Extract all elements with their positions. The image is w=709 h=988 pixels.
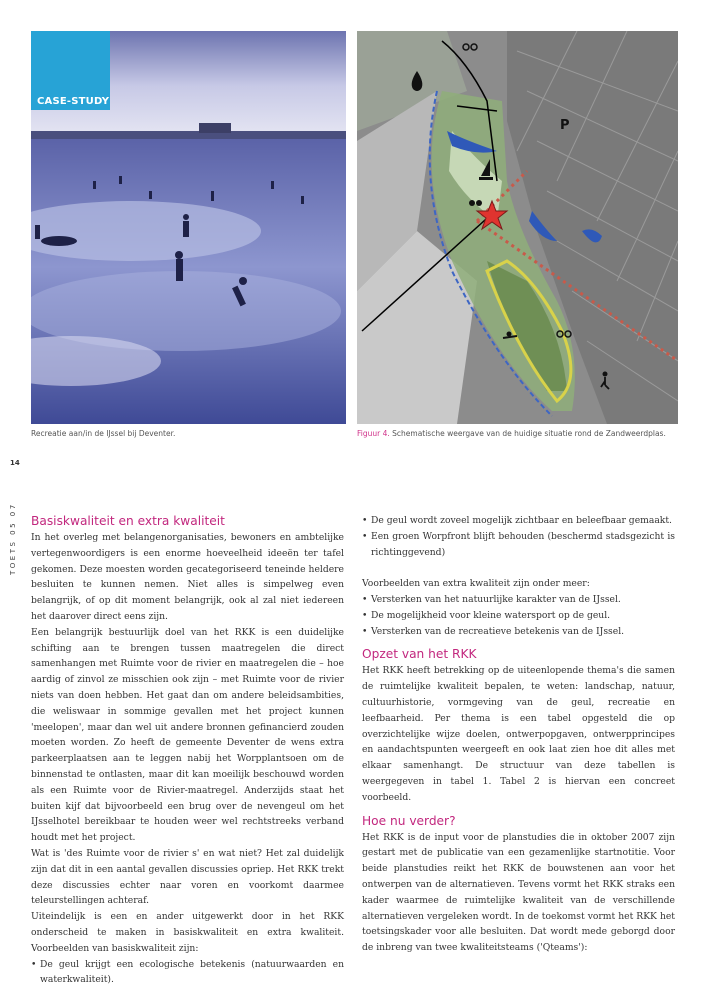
left-column — [31, 513, 344, 988]
parking-icon: P — [560, 118, 570, 133]
paragraph: Wat is 'des Ruimte voor de rivier s' en wat niet? Het zal duidelijk zijn dat dit in een aantal gevallen discussies opriep. Het RKK trekt deze discussies echter naar voren en voorkomt daarmee teleurstellingen achteraf. — [31, 847, 344, 907]
case-study-tag — [31, 31, 110, 110]
figure-label: Figuur 4. — [357, 429, 390, 438]
running-side-label: TOETS 05 07 — [9, 502, 17, 575]
heading-opzet: Opzet van het RKK — [362, 647, 477, 662]
page-number: 14 — [10, 459, 20, 467]
heading-hoe-nu-verder: Hoe nu verder? — [362, 813, 456, 828]
bullet-list — [362, 592, 675, 639]
right-column — [362, 513, 675, 956]
list-item: • Een groen Worpfront blijft behouden (beschermd stadsgezicht is richtinggevend) — [362, 529, 675, 561]
list-item: • Versterken van het natuurlijke karakter van de IJssel. — [362, 592, 675, 608]
case-study-label: CASE-STUDY — [37, 96, 110, 107]
situation-map — [357, 31, 678, 424]
list-item: • De mogelijkheid voor kleine watersport op de geul. — [362, 608, 675, 624]
list-item: • Versterken van de recreatieve betekenis van de IJssel. — [362, 624, 675, 640]
paragraph: Het RKK is de input voor de planstudies die in oktober 2007 zijn gestart met de publicatie van een gezamenlijke startnotitie. Voor beide planstudies reikt het RKK de bouwstenen aan voor het ontwerpen van de alternatieven. Tevens vormt het RKK straks een kader waarmee de ruimtelijke kwaliteit van de verschillende alternatieven vergeleken wordt. In de toekomst vormt het RKK het toetsingskader voor alle besluiten. Dat wordt mede geborgd door de inbreng van twee kwaliteitsteams ('Qteams'): — [362, 831, 675, 954]
bullet-list — [362, 513, 675, 560]
paragraph: In het overleg met belangenorganisaties, bewoners en ambtelijke vertegenwoordigers is een enorme hoeveelheid ideeën ter tafel gekomen. Deze moesten worden gecategoriseerd teneinde heldere besluiten te kunnen nemen. Niet alles is simpelweg even belangrijk, of op dit moment belangrijk, ook al zal niet iedereen het daarover direct eens zijn. — [31, 532, 344, 622]
list-item: • De geul wordt zoveel mogelijk zichtbaar en beleefbaar gemaakt. — [362, 513, 675, 529]
paragraph: Voorbeelden van extra kwaliteit zijn onder meer: — [362, 578, 590, 590]
heading-basiskwaliteit: Basiskwaliteit en extra kwaliteit — [31, 514, 225, 528]
bullet-list — [31, 957, 344, 988]
paragraph: Een belangrijk bestuurlijk doel van het RKK is een duidelijke schifting aan te brengen tussen maatregelen die direct samenhangen met Ruimte voor de rivier en maatregelen die – hoe aardig of zinvol ze misschien ook zijn – met Ruimte voor de rivier niets van doen hebben. Het gaat dan om andere beleidsambities, die weliswaar in sommige gevallen met het project kunnen 'meelopen', maar dan wel uit andere bronnen gefinancierd zouden moeten worden. Zo heeft de gemeente Deventer de wens extra parkeerplaatsen aan te leggen nabij het Worpplantsoen om de binnenstad te ontlasten, maar dit kan moeilijk beschouwd worden als een Ruimte voor de Rivier-maatregel. Anderzijds staat het buiten kijf dat bijvoorbeeld een brug over de nevengeul om het IJsselhotel bereikbaar te houden weer wel rechtstreeks verband houdt met het project. — [31, 626, 344, 844]
list-item: • De geul krijgt een ecologische betekenis (natuurwaarden en waterkwaliteit). — [31, 957, 344, 988]
paragraph: Het RKK heeft betrekking op de uiteenlopende thema's die samen de ruimtelijke kwaliteit bepalen, te weten: landschap, natuur, cultuurhistorie, vormgeving van de geul, recreatie en leefbaarheid. Per thema is een tabel opgesteld die op overzichtelijke wijze doelen, ontwerpopgaven, ontwerpprincipes en aandachtspunten weergeeft en ook laat zien hoe dit alles met elkaar samenhangt. De structuur van deze tabellen is weergegeven in tabel 1. Tabel 2 is hiervan een concreet voorbeeld. — [362, 665, 675, 803]
photo-caption: Recreatie aan/in de IJssel bij Deventer. — [31, 429, 176, 438]
figure-caption-text: Schematische weergave van de huidige situatie rond de Zandweerdplas. — [389, 429, 666, 438]
paragraph: Uiteindelijk is een en ander uitgewerkt door in het RKK onderscheid te maken in basiskwaliteit en extra kwaliteit. Voorbeelden van basiskwaliteit zijn: — [31, 911, 344, 954]
map-caption — [357, 429, 666, 438]
zandweerdplas-map — [357, 31, 678, 424]
